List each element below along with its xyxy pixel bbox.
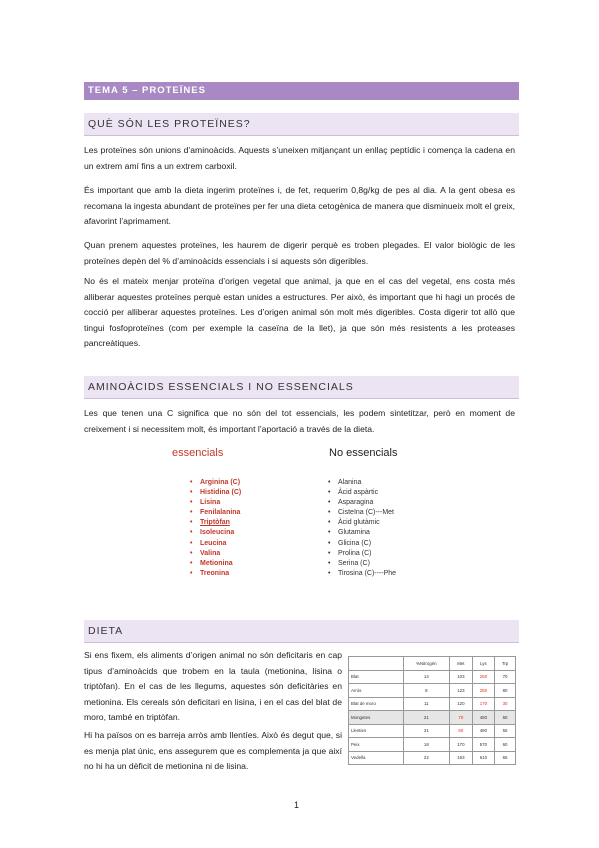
table-row-label: Mongetes <box>349 711 404 725</box>
list-item: • Cisteïna (C)---Met <box>328 508 396 518</box>
page-number: 1 <box>294 800 300 810</box>
paragraph-3: Quan prenem aquestes proteïnes, les haurem de digerir perquè es troben plegades. El valor biològic de les proteïnes depèn del % d’aminoàcids essencials i si aquests són digeribles. <box>84 240 515 266</box>
table-cell: 11 <box>403 697 450 711</box>
table-row-label: Vedella <box>349 751 404 765</box>
table-cell: 250 <box>472 684 495 698</box>
chapter-heading: TEMA 5 – PROTEÏNES <box>84 82 519 100</box>
list-item: • Serina (C) <box>328 559 396 569</box>
list-item: • Triptòfan <box>190 518 241 528</box>
amino-acid-content-table <box>348 656 516 765</box>
list-item: • Alanina <box>328 478 396 488</box>
table-cell: 570 <box>472 738 495 752</box>
paragraph-5: Les que tenen una C significa que no són del tot essencials, les podem sintetitzar, però en moment de creixement i si necessitem molt, és important l’aportació a través de la dieta. <box>84 408 515 434</box>
table-header-cell: Trp <box>495 657 516 671</box>
table-cell: 14 <box>403 670 450 684</box>
paragraph-4: No és el mateix menjar proteïna d’origen vegetal que animal, ja que en el cas del vegetal, ens costa més alliberar aquestes proteïnes perquè estan unides a estructures. Per això, és important que hi hagi un procés de cocció per alliberar aquestes proteïnes. Les d’origen animal són molt més digeribles. Costa digerir tot allò que tingui fosfoproteïnes (com per exemple la caseïna de la llet), ja que són més resistents a les proteases pancreàtiques. <box>84 276 515 348</box>
paragraph-1: Les proteïnes són unions d’aminoàcids. Aquests s’uneixen mitjançant un enllaç peptídic i comença la cadena en un extrem amí fins a un extrem carboxil. <box>84 145 515 171</box>
table-header-row <box>349 657 516 671</box>
list-item: • Lisina <box>190 498 241 508</box>
table-header-cell: Met <box>450 657 473 671</box>
table-cell: 80 <box>495 684 516 698</box>
table-cell: 103 <box>450 670 473 684</box>
table-row-label: Llenties <box>349 724 404 738</box>
paragraph-7: Hi ha països on es barreja arròs amb llentíes. Això és degut que, si es menja plat únic, ens assegurem que es complementa ja que així no hi ha un dèficit de metionina ni de lisina. <box>84 730 342 771</box>
table-row-label: Blat <box>349 670 404 684</box>
table-row-label: Peix <box>349 738 404 752</box>
list-item: • Asparagina <box>328 498 396 508</box>
list-item: • Fenilalanina <box>190 508 241 518</box>
table-header-cell: %Nitrogén <box>403 657 450 671</box>
table-cell: 170 <box>472 697 495 711</box>
table-cell: 610 <box>472 751 495 765</box>
list-item: • Treonina <box>190 569 241 579</box>
table-cell: 21 <box>403 711 450 725</box>
table-cell: 170 <box>450 738 473 752</box>
table-cell: 31 <box>403 724 450 738</box>
list-item: • Isoleucina <box>190 528 241 538</box>
table-cell: 8 <box>403 684 450 698</box>
table-cell: 123 <box>450 684 473 698</box>
table-cell: 250 <box>472 670 495 684</box>
table-row-label: Blat de moro <box>349 697 404 711</box>
table-cell: 70 <box>495 670 516 684</box>
list-item: • Arginina (C) <box>190 478 241 488</box>
section-heading-amino-acids: AMINOÀCIDS ESSENCIALS I NO ESSENCIALS <box>84 376 519 399</box>
list-item: • Àcid glutàmic <box>328 518 396 528</box>
table-cell: 30 <box>495 697 516 711</box>
table-cell: 70 <box>450 711 473 725</box>
list-item: • Valina <box>190 549 241 559</box>
table-cell: 120 <box>450 697 473 711</box>
table-row <box>349 711 516 725</box>
table-cell: 18 <box>403 738 450 752</box>
list-item: • Glicina (C) <box>328 539 396 549</box>
table-cell: 65 <box>495 751 516 765</box>
table-row <box>349 724 516 738</box>
table-row <box>349 670 516 684</box>
table-cell: 55 <box>495 724 516 738</box>
table-cell: 163 <box>450 751 473 765</box>
list-item: • Glutamina <box>328 528 396 538</box>
table-row <box>349 684 516 698</box>
table-row <box>349 738 516 752</box>
table-cell: 60 <box>450 724 473 738</box>
table-cell: 450 <box>472 711 495 725</box>
nonessential-amino-acids-list <box>328 478 396 579</box>
list-item: • Histidina (C) <box>190 488 241 498</box>
table-cell: 60 <box>495 738 516 752</box>
list-item: • Prolina (C) <box>328 549 396 559</box>
list-item: • Tirosina (C)----Phe <box>328 569 396 579</box>
table-cell: 50 <box>495 711 516 725</box>
paragraph-6: Si ens fixem, els aliments d’origen animal no són deficitaris en cap tipus d’aminoàcids que trobem en la taula (metionina, lisina o triptòfan). En el cas de les llegums, aquestes són deficitàries en metionina. Els cereals són deficitari en lisina, i en el cas del blat de moro, també en triptòfan. <box>84 650 342 722</box>
table-header-cell <box>349 657 404 671</box>
table-cell: 22 <box>403 751 450 765</box>
section-heading-what-are-proteins: QUÈ SÓN LES PROTEÏNES? <box>84 113 519 136</box>
paragraph-2: És important que amb la dieta ingerim proteïnes i, de fet, requerim 0,8g/kg de pes al dia. A la gent obesa es recomana la ingesta abundant de proteïnes per fer una dieta cetogènica de manera que disminueix molt el greix, afavorint l’aprimament. <box>84 185 515 226</box>
table-row <box>349 751 516 765</box>
table-cell: 490 <box>472 724 495 738</box>
table-row <box>349 697 516 711</box>
essential-column-title: essencials <box>172 447 224 459</box>
section-heading-diet: DIETA <box>84 620 519 643</box>
list-item: • Leucina <box>190 539 241 549</box>
essential-amino-acids-list <box>190 478 241 579</box>
nonessential-column-title: No essencials <box>329 447 398 459</box>
list-item: • Metionina <box>190 559 241 569</box>
table-row-label: Arròs <box>349 684 404 698</box>
table-header-cell: Lys <box>472 657 495 671</box>
list-item: • Àcid aspàrtic <box>328 488 396 498</box>
